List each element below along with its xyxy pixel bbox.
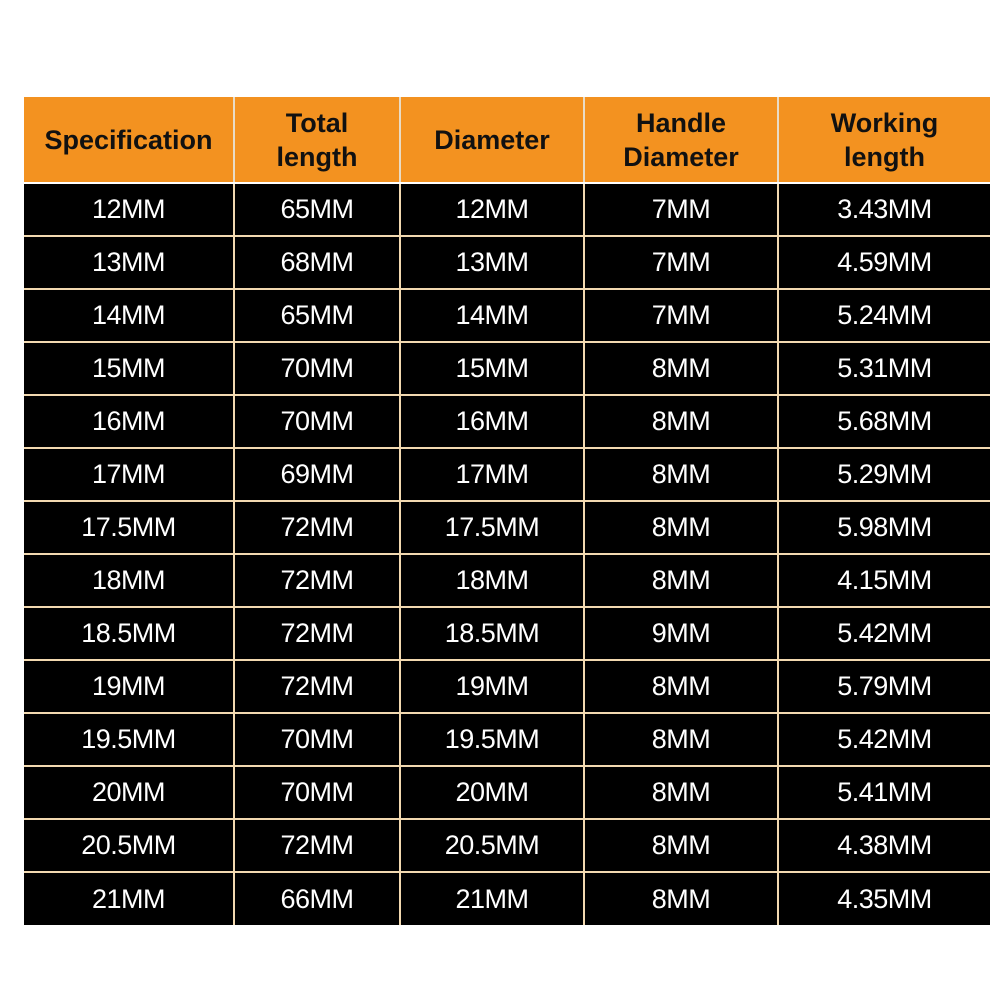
cell-total-length: 66MM	[234, 872, 400, 925]
spec-table	[24, 97, 990, 925]
cell-specification: 21MM	[24, 872, 234, 925]
cell-diameter: 17MM	[400, 448, 584, 501]
cell-total-length: 70MM	[234, 342, 400, 395]
cell-total-length: 68MM	[234, 236, 400, 289]
table-row	[24, 766, 990, 819]
cell-specification: 17MM	[24, 448, 234, 501]
cell-handle-diameter: 7MM	[584, 183, 778, 236]
cell-diameter: 20MM	[400, 766, 584, 819]
cell-diameter: 19.5MM	[400, 713, 584, 766]
column-header-line: Working	[830, 107, 939, 138]
table-header	[24, 97, 990, 183]
table-row	[24, 819, 990, 872]
cell-total-length: 72MM	[234, 607, 400, 660]
cell-total-length: 70MM	[234, 395, 400, 448]
cell-specification: 14MM	[24, 289, 234, 342]
table-row	[24, 236, 990, 289]
column-header-handle-diameter	[584, 97, 778, 183]
cell-diameter: 14MM	[400, 289, 584, 342]
cell-working-length: 5.42MM	[778, 713, 990, 766]
table-row	[24, 501, 990, 554]
cell-working-length: 4.15MM	[778, 554, 990, 607]
cell-handle-diameter: 8MM	[584, 501, 778, 554]
cell-working-length: 5.68MM	[778, 395, 990, 448]
cell-specification: 13MM	[24, 236, 234, 289]
cell-specification: 20MM	[24, 766, 234, 819]
cell-working-length: 4.38MM	[778, 819, 990, 872]
cell-working-length: 5.29MM	[778, 448, 990, 501]
cell-specification: 18MM	[24, 554, 234, 607]
cell-diameter: 16MM	[400, 395, 584, 448]
cell-handle-diameter: 8MM	[584, 766, 778, 819]
cell-total-length: 70MM	[234, 713, 400, 766]
column-header-line: Diameter	[434, 124, 550, 155]
table-row	[24, 872, 990, 925]
cell-specification: 20.5MM	[24, 819, 234, 872]
table-row	[24, 342, 990, 395]
cell-handle-diameter: 9MM	[584, 607, 778, 660]
cell-total-length: 69MM	[234, 448, 400, 501]
column-header-line: Handle	[635, 107, 727, 138]
cell-total-length: 72MM	[234, 501, 400, 554]
cell-diameter: 13MM	[400, 236, 584, 289]
cell-working-length: 5.31MM	[778, 342, 990, 395]
cell-diameter: 17.5MM	[400, 501, 584, 554]
cell-specification: 19MM	[24, 660, 234, 713]
column-header-diameter	[400, 97, 584, 183]
table-row	[24, 395, 990, 448]
cell-specification: 18.5MM	[24, 607, 234, 660]
table-row	[24, 554, 990, 607]
cell-specification: 19.5MM	[24, 713, 234, 766]
cell-handle-diameter: 8MM	[584, 342, 778, 395]
cell-diameter: 21MM	[400, 872, 584, 925]
cell-specification: 12MM	[24, 183, 234, 236]
header-row	[24, 97, 990, 183]
cell-diameter: 18MM	[400, 554, 584, 607]
cell-working-length: 5.42MM	[778, 607, 990, 660]
table-row	[24, 607, 990, 660]
cell-specification: 17.5MM	[24, 501, 234, 554]
cell-total-length: 70MM	[234, 766, 400, 819]
cell-working-length: 5.79MM	[778, 660, 990, 713]
table-row	[24, 448, 990, 501]
cell-handle-diameter: 7MM	[584, 289, 778, 342]
cell-working-length: 3.43MM	[778, 183, 990, 236]
cell-handle-diameter: 8MM	[584, 819, 778, 872]
column-header-line: Total	[285, 107, 349, 138]
column-header-line: length	[276, 141, 358, 172]
column-header-line: Specification	[44, 124, 213, 155]
cell-total-length: 72MM	[234, 819, 400, 872]
column-header-working-length	[778, 97, 990, 183]
cell-handle-diameter: 8MM	[584, 872, 778, 925]
cell-diameter: 12MM	[400, 183, 584, 236]
cell-handle-diameter: 8MM	[584, 660, 778, 713]
table-row	[24, 660, 990, 713]
cell-handle-diameter: 8MM	[584, 554, 778, 607]
cell-working-length: 5.41MM	[778, 766, 990, 819]
cell-specification: 16MM	[24, 395, 234, 448]
cell-handle-diameter: 8MM	[584, 448, 778, 501]
table-body	[24, 183, 990, 925]
cell-handle-diameter: 8MM	[584, 713, 778, 766]
cell-total-length: 72MM	[234, 554, 400, 607]
cell-working-length: 4.59MM	[778, 236, 990, 289]
column-header-specification	[24, 97, 234, 183]
cell-handle-diameter: 7MM	[584, 236, 778, 289]
table-row	[24, 713, 990, 766]
cell-diameter: 20.5MM	[400, 819, 584, 872]
cell-specification: 15MM	[24, 342, 234, 395]
table-row	[24, 183, 990, 236]
cell-working-length: 5.24MM	[778, 289, 990, 342]
cell-working-length: 4.35MM	[778, 872, 990, 925]
cell-total-length: 65MM	[234, 183, 400, 236]
cell-total-length: 65MM	[234, 289, 400, 342]
cell-handle-diameter: 8MM	[584, 395, 778, 448]
cell-diameter: 15MM	[400, 342, 584, 395]
column-header-line: length	[844, 141, 925, 172]
cell-working-length: 5.98MM	[778, 501, 990, 554]
cell-total-length: 72MM	[234, 660, 400, 713]
cell-diameter: 18.5MM	[400, 607, 584, 660]
column-header-line: Diameter	[623, 141, 739, 172]
column-header-total-length	[234, 97, 400, 183]
cell-diameter: 19MM	[400, 660, 584, 713]
table-row	[24, 289, 990, 342]
